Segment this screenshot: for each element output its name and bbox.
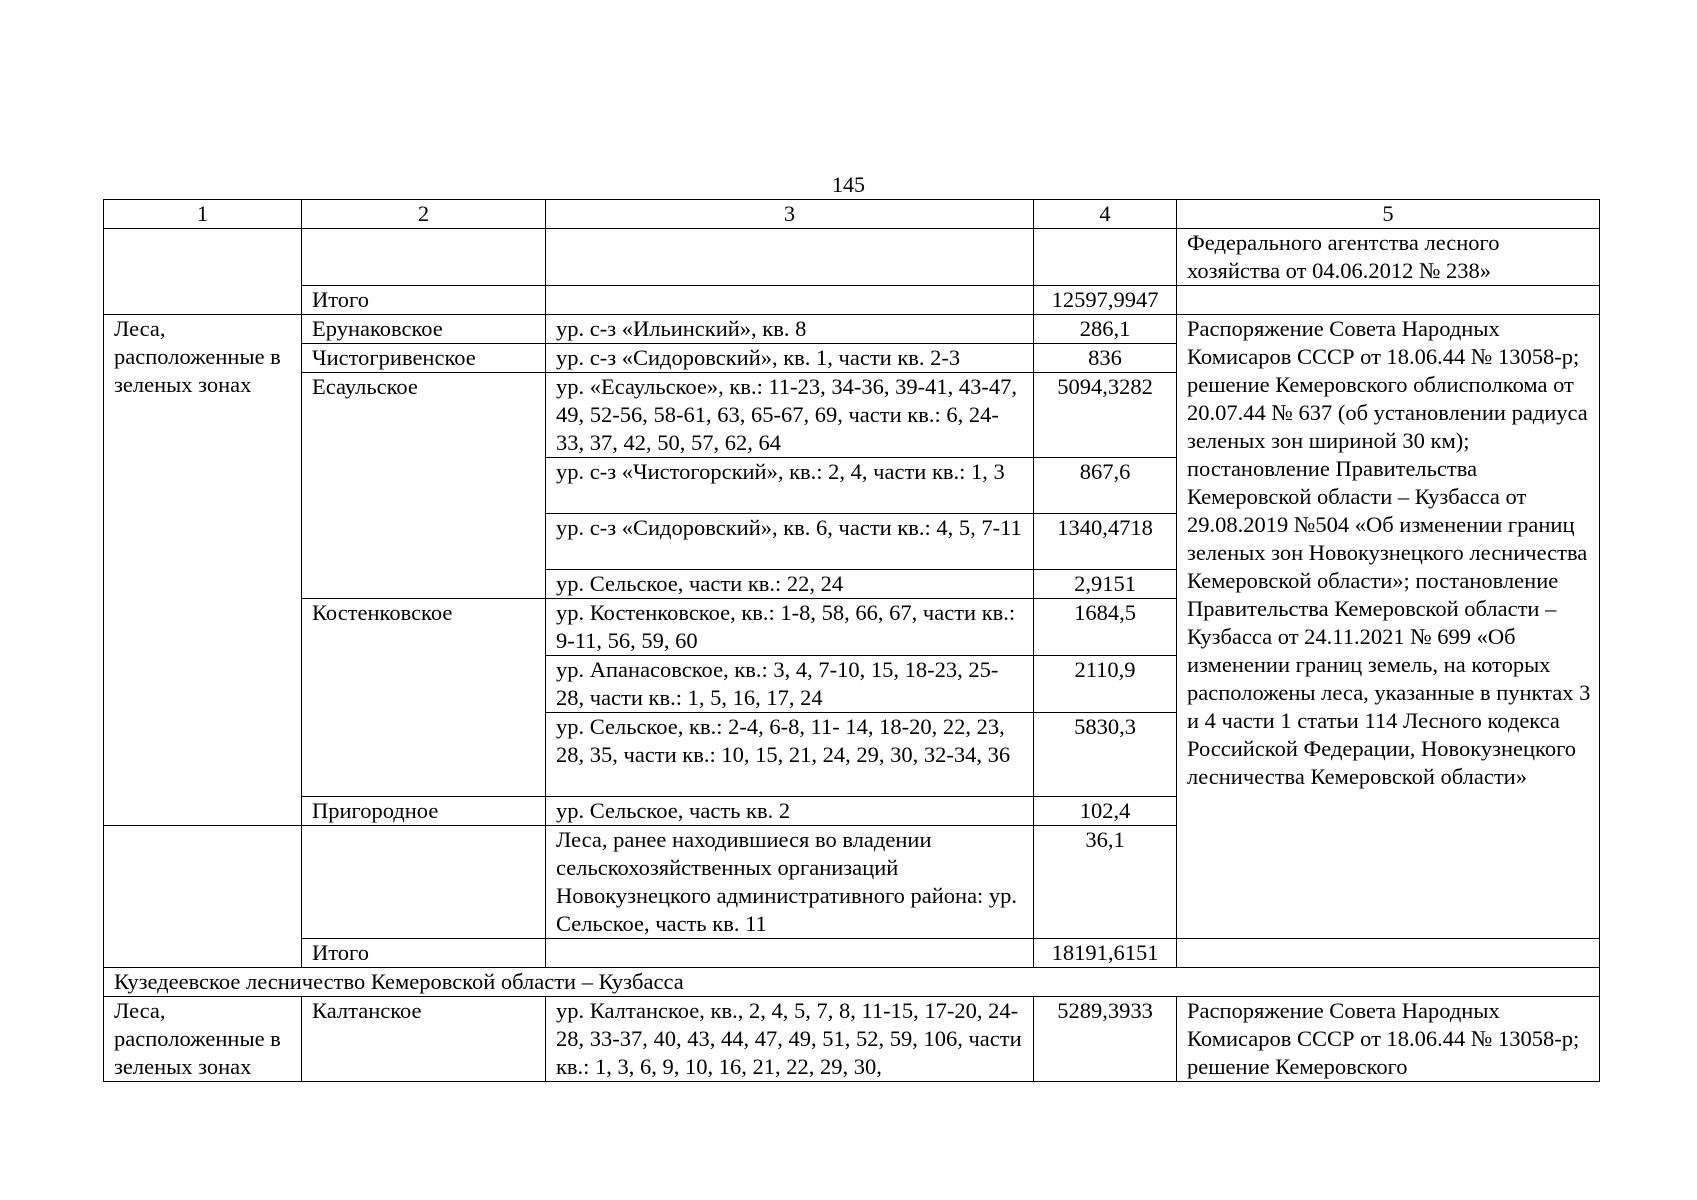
column-header-3: 3 xyxy=(546,200,1034,229)
empty-cell xyxy=(1034,229,1177,286)
forestry-cell: Костенковское xyxy=(302,599,546,797)
empty-cell xyxy=(546,286,1034,315)
table-row xyxy=(104,229,1600,286)
forestry-cell: Калтанское xyxy=(302,997,546,1082)
column-header-1: 1 xyxy=(104,200,302,229)
area-cell: 1684,5 xyxy=(1034,599,1177,656)
area-cell: 836 xyxy=(1034,344,1177,373)
total-value: 18191,6151 xyxy=(1034,939,1177,968)
forestry-cell: Чистогривенское xyxy=(302,344,546,373)
area-cell: 2,9151 xyxy=(1034,570,1177,599)
location-cell: ур. «Есаульское», кв.: 11-23, 34-36, 39-41, 43-47, 49, 52-56, 58-61, 63, 65-67, 69, части кв.: 6, 24-33, 37, 42, 50, 57, 62, 64 xyxy=(546,373,1034,458)
location-cell: ур. с-з «Сидоровский», кв. 6, части кв.: 4, 5, 7-11 xyxy=(546,514,1034,570)
basis-cell: Распоряжение Совета Народных Комисаров СССР от 18.06.44 № 13058-р; решение Кемеровского xyxy=(1177,997,1600,1082)
area-cell: 867,6 xyxy=(1034,458,1177,514)
page-number: 145 xyxy=(832,172,865,197)
area-cell: 286,1 xyxy=(1034,315,1177,344)
header-row xyxy=(104,200,1600,229)
column-header-2: 2 xyxy=(302,200,546,229)
forestry-cell: Есаульское xyxy=(302,373,546,599)
table-row xyxy=(104,997,1600,1082)
location-cell: ур. с-з «Сидоровский», кв. 1, части кв. 2-3 xyxy=(546,344,1034,373)
forest-table xyxy=(103,199,1600,1082)
category-cell: Леса, расположенные в зеленых зонах xyxy=(104,315,302,826)
area-cell: 2110,9 xyxy=(1034,656,1177,713)
area-cell: 5289,3933 xyxy=(1034,997,1177,1082)
basis-cell: Распоряжение Совета Народных Комисаров СССР от 18.06.44 № 13058-р; решение Кемеровского облисполкома от 20.07.44 № 637 (об установлении радиуса зеленых зон шириной 30 км); постановление Правительства Кемеровской области – Кузбасса от 29.08.2019 №504 «Об изменении границ зеленых зон Новокузнецкого лесничества Кемеровской области»; постановление Правительства Кемеровской области – Кузбасса от 24.11.2021 № 699 «Об изменении границ земель, на которых расположены леса, указанные в пунктах 3 и 4 части 1 статьи 114 Лесного кодекса Российской Федерации, Новокузнецкого лесничества Кемеровской области» xyxy=(1177,315,1600,939)
category-cell: Леса, расположенные в зеленых зонах xyxy=(104,997,302,1082)
empty-cell xyxy=(1177,286,1600,315)
area-cell: 1340,4718 xyxy=(1034,514,1177,570)
location-cell: ур. с-з «Чистогорский», кв.: 2, 4, части кв.: 1, 3 xyxy=(546,458,1034,514)
empty-cell xyxy=(302,826,546,939)
total-value: 12597,9947 xyxy=(1034,286,1177,315)
empty-cell xyxy=(546,939,1034,968)
location-cell: ур. с-з «Ильинский», кв. 8 xyxy=(546,315,1034,344)
empty-cell xyxy=(104,229,302,315)
area-cell: 5830,3 xyxy=(1034,713,1177,797)
section-header: Кузедеевское лесничество Кемеровской области – Кузбасса xyxy=(104,968,1600,997)
empty-cell xyxy=(104,826,302,968)
empty-cell xyxy=(302,229,546,286)
location-cell: ур. Калтанское, кв., 2, 4, 5, 7, 8, 11-15, 17-20, 24-28, 33-37, 40, 43, 44, 47, 49, 51, 52, 59, 106, части кв.: 1, 3, 6, 9, 10, 16, 21, 22, 29, 30, xyxy=(546,997,1034,1082)
section-header-row xyxy=(104,968,1600,997)
area-cell: 5094,3282 xyxy=(1034,373,1177,458)
forestry-cell: Ерунаковское xyxy=(302,315,546,344)
basis-cell: Федерального агентства лесного хозяйства от 04.06.2012 № 238» xyxy=(1177,229,1600,286)
location-cell: ур. Сельское, часть кв. 2 xyxy=(546,797,1034,826)
forestry-cell: Пригородное xyxy=(302,797,546,826)
location-cell: ур. Апанасовское, кв.: 3, 4, 7-10, 15, 18-23, 25-28, части кв.: 1, 5, 16, 17, 24 xyxy=(546,656,1034,713)
area-cell: 36,1 xyxy=(1034,826,1177,939)
total-label: Итого xyxy=(302,939,546,968)
empty-cell xyxy=(1177,939,1600,968)
column-header-5: 5 xyxy=(1177,200,1600,229)
location-cell: ур. Сельское, части кв.: 22, 24 xyxy=(546,570,1034,599)
area-cell: 102,4 xyxy=(1034,797,1177,826)
total-label: Итого xyxy=(302,286,546,315)
column-header-4: 4 xyxy=(1034,200,1177,229)
total-row xyxy=(104,939,1600,968)
table-row xyxy=(104,315,1600,344)
location-cell: ур. Костенковское, кв.: 1-8, 58, 66, 67, части кв.: 9-11, 56, 59, 60 xyxy=(546,599,1034,656)
total-row xyxy=(104,286,1600,315)
location-cell: Леса, ранее находившиеся во владении сельскохозяйственных организаций Новокузнецкого административного района: ур. Сельское, часть кв. 11 xyxy=(546,826,1034,939)
location-cell: ур. Сельское, кв.: 2-4, 6-8, 11- 14, 18-20, 22, 23, 28, 35, части кв.: 10, 15, 21, 24, 29, 30, 32-34, 36 xyxy=(546,713,1034,797)
empty-cell xyxy=(546,229,1034,286)
